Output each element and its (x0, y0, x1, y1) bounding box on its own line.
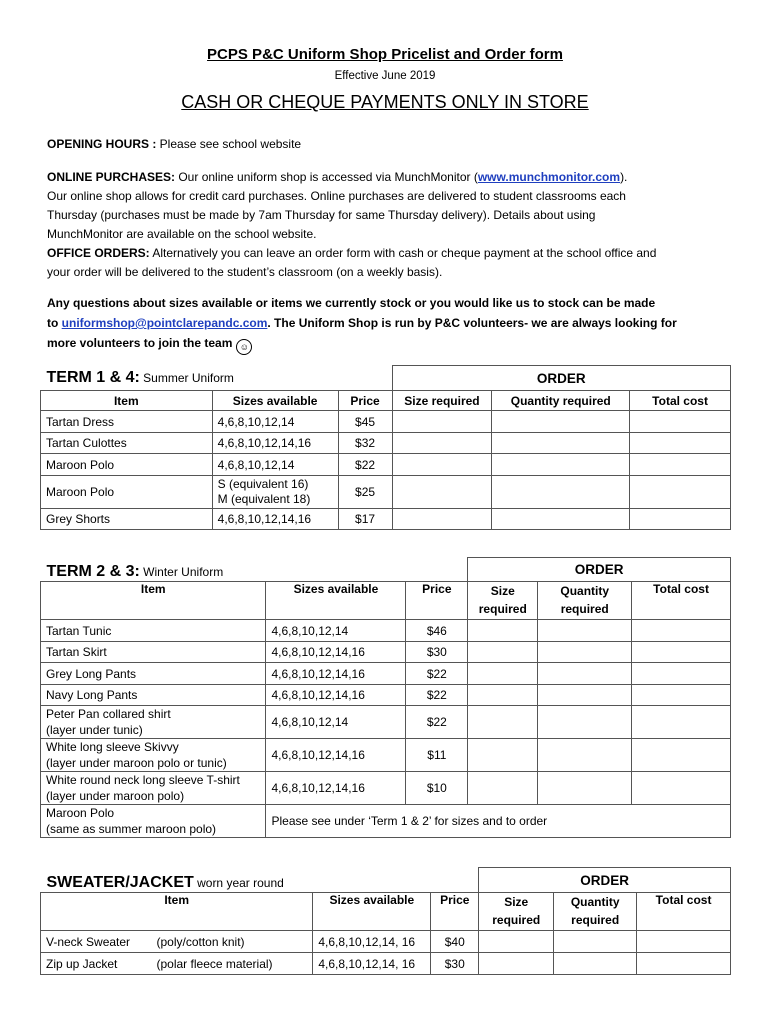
item-sizes: 4,6,8,10,12,14,16 (266, 685, 406, 706)
col-size-required: Size required (392, 391, 492, 411)
item-price: $45 (338, 411, 392, 433)
table-row (41, 476, 731, 509)
item-sizes: 4,6,8,10,12,14 (266, 620, 406, 642)
munchmonitor-link[interactable]: www.munchmonitor.com (477, 170, 621, 184)
col-quantity-line-1: Quantity (560, 584, 610, 598)
table-row (41, 411, 731, 433)
item-name-line-2: (same as summer maroon polo) (46, 822, 217, 836)
col-total-cost: Total cost (630, 391, 731, 411)
item-material: (poly/cotton knit) (156, 934, 245, 949)
item-name: Grey Shorts (41, 509, 213, 530)
item-price: $46 (406, 620, 468, 642)
size-required-input[interactable] (468, 706, 538, 739)
item-price: $22 (406, 663, 468, 685)
col-sizes: Sizes available (266, 582, 406, 620)
table-row (41, 706, 731, 739)
size-required-input[interactable] (392, 454, 492, 476)
total-cost-input[interactable] (637, 953, 731, 975)
uniformshop-email-link[interactable]: uniformshop@pointclarepandc.com (61, 316, 268, 330)
item-price: $22 (338, 454, 392, 476)
sweater-order-header: ORDER (479, 868, 731, 893)
total-cost-input[interactable] (632, 642, 731, 663)
item-name-line-1: White round neck long sleeve T-shirt (46, 773, 240, 787)
online-line-4: MunchMonitor are available on the school website. (47, 227, 317, 241)
item-name-line-2: (layer under tunic) (46, 723, 143, 737)
quantity-input[interactable] (538, 620, 632, 642)
size-required-input[interactable] (479, 953, 554, 975)
item-price: $32 (338, 433, 392, 454)
quantity-input[interactable] (554, 953, 637, 975)
table-row (41, 685, 731, 706)
payment-note: CASH OR CHEQUE PAYMENTS ONLY IN STORE (181, 92, 589, 112)
col-item: Item (41, 582, 266, 620)
size-required-input[interactable] (392, 411, 492, 433)
maroon-polo-note: Please see under ‘Term 1 & 2’ for sizes and to order (266, 805, 731, 838)
total-cost-input[interactable] (630, 411, 731, 433)
office-orders-label: OFFICE ORDERS: (47, 246, 150, 260)
online-line-3: Thursday (purchases must be made by 7am Thursday for same Thursday delivery). Details about using (47, 208, 596, 222)
total-cost-input[interactable] (630, 509, 731, 530)
col-sizes: Sizes available (313, 893, 431, 931)
size-required-input[interactable] (392, 509, 492, 530)
col-size-required (468, 582, 538, 620)
total-cost-input[interactable] (630, 433, 731, 454)
term14-heading (41, 366, 393, 391)
form-title: PCPS P&C Uniform Shop Pricelist and Order form (207, 46, 563, 63)
col-quantity-required (538, 582, 632, 620)
total-cost-input[interactable] (632, 739, 731, 772)
item-sizes (212, 476, 338, 509)
item-price: $22 (406, 685, 468, 706)
table-row (41, 509, 731, 530)
item-name (41, 739, 266, 772)
size-required-input[interactable] (392, 476, 492, 509)
item-name (41, 706, 266, 739)
quantity-input[interactable] (538, 685, 632, 706)
total-cost-input[interactable] (630, 476, 731, 509)
table-row (41, 739, 731, 772)
effective-date: Effective June 2019 (334, 70, 436, 82)
col-item: Item (41, 893, 313, 931)
term23-heading (41, 558, 468, 582)
questions-to: to (47, 316, 62, 330)
col-size-line-1: Size (504, 895, 529, 909)
item-sizes: 4,6,8,10,12,14,16 (266, 739, 406, 772)
quantity-input[interactable] (538, 642, 632, 663)
item-price: $30 (431, 953, 479, 975)
opening-hours-label: OPENING HOURS : (47, 137, 157, 151)
total-cost-input[interactable] (632, 663, 731, 685)
table-row (41, 433, 731, 454)
col-quantity-required (554, 893, 637, 931)
col-sizes: Sizes available (212, 391, 338, 411)
table-row (41, 642, 731, 663)
table-row (41, 931, 731, 953)
item-sizes: 4,6,8,10,12,14, 16 (313, 953, 431, 975)
item-price: $30 (406, 642, 468, 663)
questions-paragraph (47, 293, 727, 355)
item-sizes-line-1: S (equivalent 16) (217, 477, 309, 491)
sweater-subtitle: worn year round (193, 876, 284, 890)
term23-table (40, 557, 731, 838)
quantity-input[interactable] (492, 476, 630, 509)
total-cost-input[interactable] (637, 931, 731, 953)
total-cost-input[interactable] (632, 706, 731, 739)
online-text: Our online uniform shop is accessed via MunchMonitor ( (175, 170, 478, 184)
item-sizes: 4,6,8,10,12,14,16 (266, 772, 406, 805)
office-orders-text: Alternatively you can leave an order form with cash or cheque payment at the school office and (149, 246, 657, 260)
table-row (41, 953, 731, 975)
total-cost-input[interactable] (632, 620, 731, 642)
quantity-input[interactable] (492, 411, 630, 433)
quantity-input[interactable] (492, 454, 630, 476)
term14-table (40, 365, 731, 530)
item-name (41, 805, 266, 838)
item-name: Grey Long Pants (41, 663, 266, 685)
item-name (41, 931, 313, 953)
item-name: Tartan Culottes (41, 433, 213, 454)
size-required-input[interactable] (468, 772, 538, 805)
item-sizes: 4,6,8,10,12,14 (266, 706, 406, 739)
item-sizes: 4,6,8,10,12,14,16 (266, 642, 406, 663)
col-quantity-required: Quantity required (492, 391, 630, 411)
item-sizes: 4,6,8,10,12,14 (212, 411, 338, 433)
office-line-2: your order will be delivered to the student’s classroom (on a weekly basis). (47, 265, 443, 279)
item-name: Tartan Tunic (41, 620, 266, 642)
item-price: $10 (406, 772, 468, 805)
term23-order-header: ORDER (468, 558, 731, 582)
col-price: Price (338, 391, 392, 411)
size-required-input[interactable] (479, 931, 554, 953)
item-name-line-1: Peter Pan collared shirt (46, 707, 171, 721)
questions-line-1: Any questions about sizes available or items we currently stock or you would like us to stock can be made (47, 296, 656, 310)
col-size-line-2: required (492, 913, 541, 927)
quantity-input[interactable] (538, 739, 632, 772)
quantity-input[interactable] (538, 772, 632, 805)
quantity-input[interactable] (554, 931, 637, 953)
size-required-input[interactable] (468, 642, 538, 663)
item-name: Tartan Dress (41, 411, 213, 433)
table-row (41, 772, 731, 805)
online-purchases-label: ONLINE PURCHASES: (47, 170, 176, 184)
term14-subtitle: Summer Uniform (139, 370, 234, 385)
total-cost-input[interactable] (632, 685, 731, 706)
online-line-2: Our online shop allows for credit card purchases. Online purchases are delivered to student classrooms each (47, 189, 626, 203)
item-name-line-1: White long sleeve Skivvy (46, 740, 179, 754)
item-sizes: 4,6,8,10,12,14,16 (266, 663, 406, 685)
item-sizes-line-2: M (equivalent 18) (217, 492, 311, 506)
col-price: Price (431, 893, 479, 931)
questions-line-3: more volunteers to join the team (47, 336, 233, 350)
size-required-input[interactable] (468, 685, 538, 706)
col-total-cost: Total cost (637, 893, 731, 931)
sweater-title: SWEATER/JACKET (46, 874, 194, 891)
item-name-line-2: (layer under maroon polo or tunic) (46, 756, 227, 770)
table-row (41, 454, 731, 476)
quantity-input[interactable] (492, 433, 630, 454)
term14-order-header: ORDER (392, 366, 730, 391)
total-cost-input[interactable] (630, 454, 731, 476)
term23-subtitle: Winter Uniform (139, 565, 224, 579)
online-purchases (47, 168, 727, 282)
size-required-input[interactable] (392, 433, 492, 454)
total-cost-input[interactable] (632, 772, 731, 805)
table-row (41, 663, 731, 685)
item-name: Maroon Polo (41, 476, 213, 509)
size-required-input[interactable] (468, 620, 538, 642)
online-text-end: ). (620, 170, 628, 184)
table-row (41, 620, 731, 642)
col-size-line-2: required (478, 602, 527, 616)
col-size-line-1: Size (490, 584, 515, 598)
item-price: $40 (431, 931, 479, 953)
item-label: V-neck Sweater (46, 934, 131, 949)
size-required-input[interactable] (468, 663, 538, 685)
opening-hours-text: Please see school website (156, 137, 302, 151)
col-quantity-line-2: required (571, 913, 620, 927)
item-sizes: 4,6,8,10,12,14,16 (212, 509, 338, 530)
col-item: Item (41, 391, 213, 411)
item-label: Zip up Jacket (46, 956, 118, 971)
col-quantity-line-1: Quantity (570, 895, 620, 909)
opening-hours (47, 135, 727, 154)
item-name (41, 772, 266, 805)
item-material: (polar fleece material) (156, 956, 273, 971)
questions-line-2: . The Uniform Shop is run by P&C volunteers- we are always looking for (267, 316, 677, 330)
col-total-cost: Total cost (632, 582, 731, 620)
term14-title: TERM 1 & 4: (46, 368, 140, 386)
item-name (41, 953, 313, 975)
item-price: $22 (406, 706, 468, 739)
size-required-input[interactable] (468, 739, 538, 772)
item-price: $17 (338, 509, 392, 530)
item-price: $25 (338, 476, 392, 509)
item-name: Tartan Skirt (41, 642, 266, 663)
quantity-input[interactable] (538, 706, 632, 739)
item-sizes: 4,6,8,10,12,14 (212, 454, 338, 476)
item-price: $11 (406, 739, 468, 772)
col-quantity-line-2: required (560, 602, 609, 616)
item-sizes: 4,6,8,10,12,14, 16 (313, 931, 431, 953)
item-name-line-1: Maroon Polo (46, 806, 115, 820)
col-size-required (479, 893, 554, 931)
item-name: Navy Long Pants (41, 685, 266, 706)
table-row (41, 805, 731, 838)
col-price: Price (406, 582, 468, 620)
sweater-table (40, 867, 731, 975)
item-name-line-2: (layer under maroon polo) (46, 789, 185, 803)
term23-title: TERM 2 & 3: (46, 563, 140, 580)
item-sizes: 4,6,8,10,12,14,16 (212, 433, 338, 454)
smiley-icon: ☺ (236, 339, 252, 355)
quantity-input[interactable] (538, 663, 632, 685)
sweater-heading (41, 868, 479, 893)
item-name: Maroon Polo (41, 454, 213, 476)
quantity-input[interactable] (492, 509, 630, 530)
